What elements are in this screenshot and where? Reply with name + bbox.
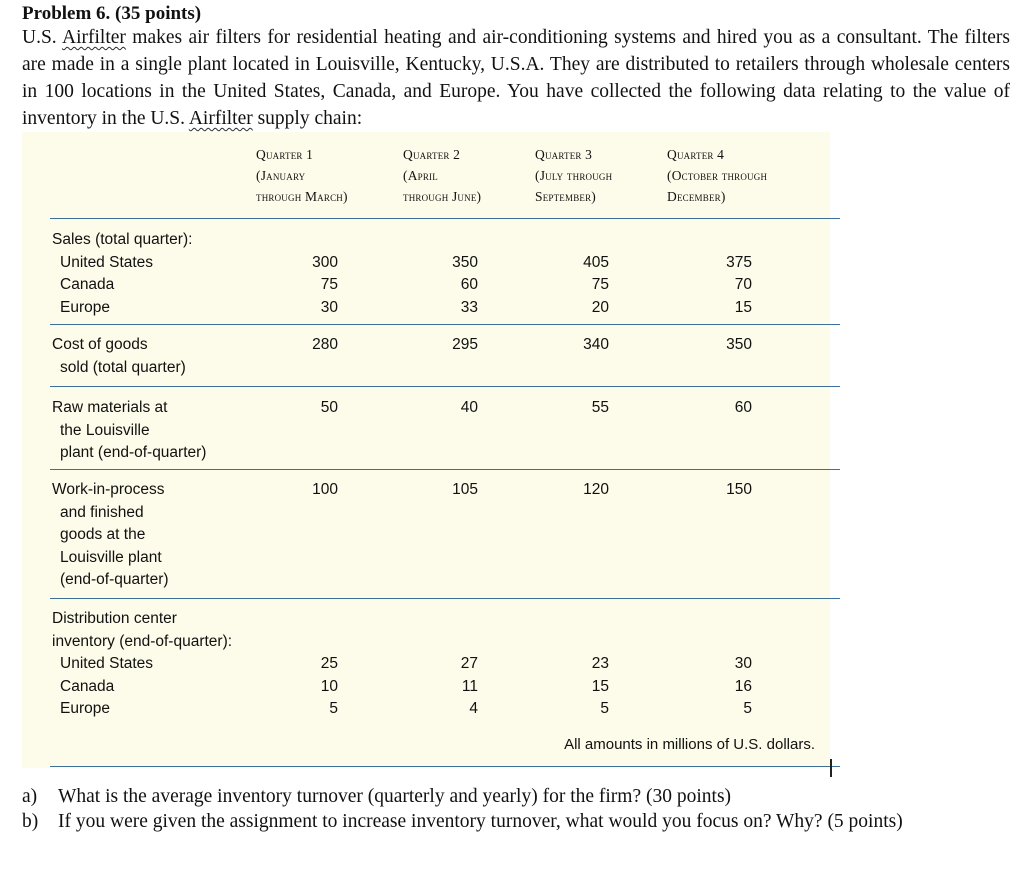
column-header-q2-line3: through June) <box>403 189 482 204</box>
column-header-q3 <box>535 144 612 207</box>
column-header-q4-line2: (October through <box>667 168 768 183</box>
wip-label <box>52 479 169 592</box>
table-cell: 350 <box>726 336 752 353</box>
table-footnote: All amounts in millions of U.S. dollars. <box>564 736 815 753</box>
table-cell: 100 <box>312 481 338 498</box>
table-cell: 350 <box>452 253 478 271</box>
dc-row-label-canada: Canada <box>60 677 115 695</box>
dc-group-label <box>52 608 232 721</box>
table-cell: 25 <box>320 655 338 672</box>
question-b-text: If you were given the assignment to increase inventory turnover, what would you focus on? Why? (5 points) <box>58 811 903 832</box>
table-cell: 30 <box>320 298 338 316</box>
wip-label-line4: Louisville plant <box>60 548 162 566</box>
dc-q3-cells <box>549 653 609 721</box>
sales-q2-cells <box>418 252 478 320</box>
table-rule <box>50 766 840 767</box>
question-b-label: b) <box>22 811 39 832</box>
table-cell: 5 <box>743 700 752 717</box>
intro-text-start: U.S. <box>22 27 63 48</box>
table-rule <box>50 218 840 219</box>
table-cell: 375 <box>726 253 752 271</box>
dc-row-label-us: United States <box>60 655 154 672</box>
cogs-label-line2: sold (total quarter) <box>60 358 186 376</box>
column-header-q2-line2: (April <box>403 168 438 183</box>
question-a <box>22 784 1012 809</box>
column-header-q3-line2: (July through <box>535 168 613 183</box>
company-name: Airfilter <box>62 27 126 48</box>
table-cell: 405 <box>583 253 609 271</box>
column-header-q4-line1: Quarter 4 <box>667 147 725 162</box>
raw-label-line2: the Louisville <box>60 421 150 439</box>
problem-intro <box>22 24 1010 132</box>
raw-label-line1: Raw materials at <box>52 399 168 416</box>
column-header-q1-line2: (January <box>256 168 306 183</box>
table-cell: 16 <box>734 677 752 695</box>
table-cell: 150 <box>726 481 752 498</box>
table-cell: 70 <box>734 276 752 293</box>
table-rule <box>50 598 840 599</box>
sales-q4-cells <box>692 252 752 320</box>
sales-q3-cells <box>549 252 609 320</box>
table-rule <box>50 386 840 387</box>
question-b <box>22 809 1012 834</box>
sales-row-label-europe: Europe <box>60 298 110 316</box>
sales-heading: Sales (total quarter): <box>52 231 193 248</box>
column-header-q3-line3: September) <box>535 189 597 204</box>
column-header-q4 <box>667 144 767 207</box>
table-cell: 120 <box>583 481 609 498</box>
table-cell: 60 <box>734 399 752 416</box>
wip-label-line5: (end-of-quarter) <box>60 571 169 588</box>
table-cell: 55 <box>591 399 609 416</box>
table-cell: 4 <box>469 700 478 717</box>
table-cell: 340 <box>583 336 609 353</box>
table-cell: 15 <box>734 298 752 316</box>
sales-group-label <box>52 229 192 319</box>
table-cell: 60 <box>460 276 478 293</box>
table-cell: 15 <box>591 677 609 695</box>
table-cell: 33 <box>460 298 478 316</box>
wip-label-line3: goods at the <box>60 526 146 543</box>
problem-title: Problem 6. (35 points) <box>22 3 202 24</box>
table-cell: 295 <box>452 336 478 353</box>
dc-q4-cells <box>692 653 752 721</box>
table-cell: 23 <box>591 655 609 672</box>
table-cell: 20 <box>591 298 609 316</box>
dc-label-line2: inventory (end-of-quarter): <box>52 632 233 650</box>
question-a-text: What is the average inventory turnover (quarterly and yearly) for the firm? (30 points) <box>58 786 732 807</box>
table-cell: 300 <box>312 253 338 271</box>
dc-label-line1: Distribution center <box>52 610 177 627</box>
question-list <box>22 784 1012 834</box>
table-rule <box>50 469 840 470</box>
dc-q2-cells <box>418 653 478 721</box>
table-cell: 30 <box>734 655 752 672</box>
text-cursor <box>830 759 832 777</box>
question-a-label: a) <box>22 786 38 807</box>
table-cell: 75 <box>320 276 338 293</box>
column-header-q2-line1: Quarter 2 <box>403 147 461 162</box>
inventory-data-table <box>22 132 830 768</box>
column-header-q4-line3: December) <box>667 189 726 204</box>
wip-label-line1: Work-in-process <box>52 481 165 498</box>
table-cell: 105 <box>452 481 478 498</box>
raw-materials-label <box>52 397 206 465</box>
cogs-label-line1: Cost of goods <box>52 336 148 353</box>
table-cell: 5 <box>600 700 609 717</box>
column-header-q1-line1: Quarter 1 <box>256 147 314 162</box>
table-cell: 10 <box>320 677 338 695</box>
sales-row-label-canada: Canada <box>60 276 115 293</box>
column-header-q3-line1: Quarter 3 <box>535 147 593 162</box>
sales-q1-cells <box>278 252 338 320</box>
dc-row-label-europe: Europe <box>60 700 110 717</box>
sales-row-label-us: United States <box>60 253 154 271</box>
table-cell: 50 <box>320 399 338 416</box>
table-cell: 75 <box>591 276 609 293</box>
intro-text-middle: makes air filters for residential heating and air-conditioning systems and hired you as a consultant. The filters are made in a single plant located in Louisville, Kentucky, U.S.A. They are distributed to retailers through wholesale centers in 100 locations in the United States, Canada, and Europe. You have collected the following data relating to the value of inventory in the U.S. <box>22 27 1010 129</box>
raw-label-line3: plant (end-of-quarter) <box>60 444 207 461</box>
table-cell: 5 <box>329 700 338 717</box>
dc-q1-cells <box>278 653 338 721</box>
table-cell: 27 <box>460 655 478 672</box>
column-header-q2 <box>403 144 481 207</box>
column-header-q1-line3: through March) <box>256 189 348 204</box>
company-name-2: Airfilter <box>188 108 253 129</box>
table-cell: 40 <box>460 399 478 416</box>
table-cell: 11 <box>461 677 478 695</box>
cogs-label <box>52 334 186 379</box>
wip-label-line2: and finished <box>60 503 144 521</box>
intro-text-end: supply chain: <box>252 108 363 129</box>
column-header-q1 <box>256 144 348 207</box>
table-rule <box>50 324 840 325</box>
table-cell: 280 <box>312 336 338 353</box>
